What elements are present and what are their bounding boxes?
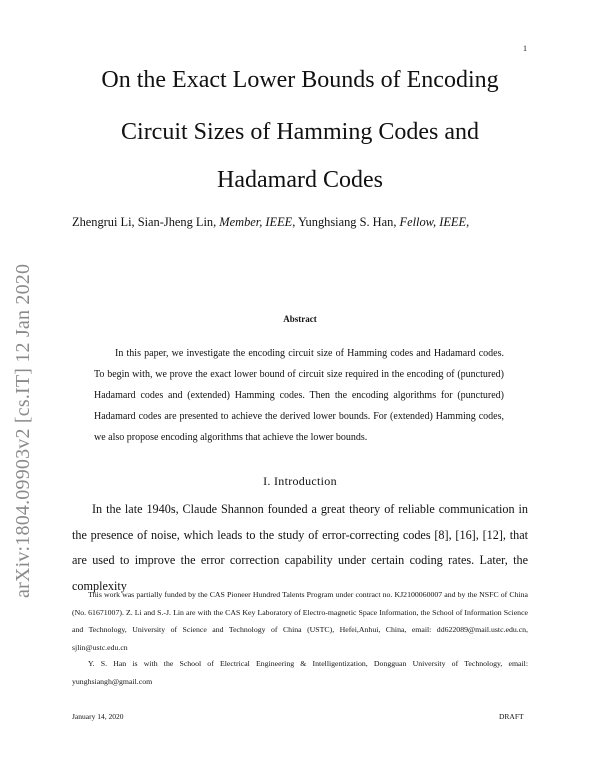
- paper-title-line-3: Hadamard Codes: [217, 167, 383, 193]
- introduction-paragraph: In the late 1940s, Claude Shannon founded a great theory of reliable communication in the presence of noise, which leads to the study of error-correcting codes [8], [16], [12], that are used to improve the error correction capability under certain coding rates. Later, the complexity: [72, 502, 528, 593]
- abstract-heading: Abstract: [283, 314, 317, 324]
- author-list: [72, 215, 469, 230]
- paper-title-line-2: Circuit Sizes of Hamming Codes and: [121, 119, 479, 145]
- footer-status: DRAFT: [499, 712, 524, 721]
- author-role-1: Member, IEEE: [219, 215, 293, 229]
- paper-title-line-1: On the Exact Lower Bounds of Encoding: [101, 67, 499, 93]
- author-role-2: Fellow, IEEE: [399, 215, 467, 229]
- author-tail: ,: [466, 215, 470, 229]
- footnote-funding: This work was partially funded by the CAS Pioneer Hundred Talents Program under contract no. KJ2100060007 and by the NSFC of China (No. 61671007). Z. Li and S.-J. Lin are with the CAS Key Laboratory of Electro-magnetic Space Information, the School of Information Science and Technology, University of Science and Technology of China (USTC), Hefei,Anhui, China, email: dd622089@mail.ustc.edu.cn, sjlin@ustc.edu.cn: [72, 590, 528, 652]
- arxiv-identifier-stamp: arXiv:1804.09903v2 [cs.IT] 12 Jan 2020: [12, 263, 34, 598]
- section-heading: I. Introduction: [263, 474, 337, 488]
- author-names-2: , Yunghsiang S. Han,: [292, 215, 400, 229]
- footnote-affiliation: Y. S. Han is with the School of Electrical Engineering & Intelligentization, Dongguan University of Technology, email: yunghsiangh@gmail.com: [72, 659, 528, 686]
- page-number: 1: [523, 44, 527, 53]
- abstract-text: In this paper, we investigate the encoding circuit size of Hamming codes and Hadamard codes. To begin with, we prove the exact lower bound of circuit size required in the encoding of (punctured) Hadamard codes and (extended) Hamming codes. Then the encoding algorithms for (punctured) Hadamard codes are presented to achieve the derived lower bounds. For (extended) Hamming codes, we also propose encoding algorithms that achieve the lower bounds.: [94, 348, 504, 443]
- author-names-1: Zhengrui Li, Sian-Jheng Lin,: [72, 215, 220, 229]
- footer-date: January 14, 2020: [72, 712, 124, 721]
